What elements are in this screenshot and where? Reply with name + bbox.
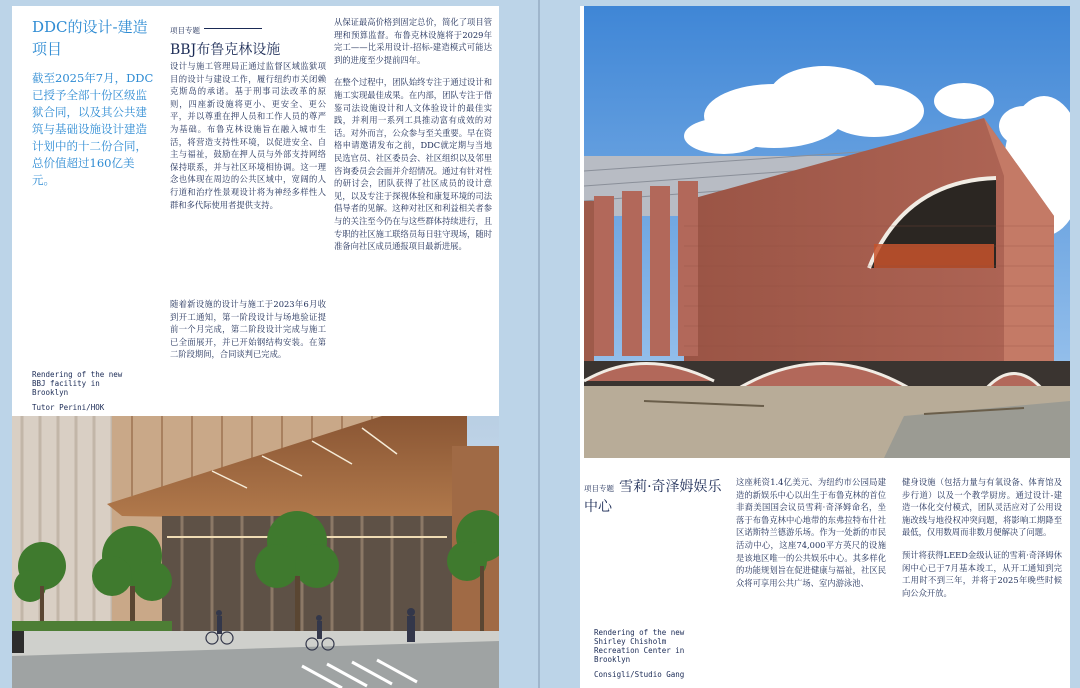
bbj-paragraph: 在整个过程中，团队始终专注于通过设计和施工实现最佳成果。在内部，团队专注于借鉴司法设施设计和人文体验设计的最佳实践，并利用一系列工具推动富有成效的对话。对外而言，公众参与至关重要。早在资格申请邀请发布之前，DDC就定期与当地民选官员、社区委员会、社区组织以及邻里咨询委员会会面并介绍情况。通过有针对性的研讨会，团队获得了社区成员的设计意见，以及专注于探视体验和康复环境的司法倡导者的见解。这种对社区和利益相关者参与的关注至今仍在与这些群体持续进行，且专职的社区施工联络员每日驻守现场，随时准备向社区成员通报项目最新进展。 xyxy=(334,77,492,252)
intro-title: DDC的设计-建造项目 xyxy=(32,18,148,58)
recreation-column-2 xyxy=(902,476,1062,609)
right-page xyxy=(580,6,1070,688)
bbj-column-1 xyxy=(170,60,326,221)
bbj-column-2 xyxy=(334,16,492,263)
photo-caption xyxy=(594,628,704,679)
section-header xyxy=(584,476,732,516)
section-header xyxy=(170,18,320,59)
recreation-center-photo xyxy=(584,6,1070,458)
photo-credit: Consigli/Studio Gang xyxy=(594,670,685,679)
tag-rule xyxy=(204,28,262,29)
bbj-paragraph: 设计与施工管理局正通过监督区域监狱项目的设计与建设工作，履行纽约市关闭赖克斯岛的承诺。基于刑事司法改革的原则，四座新设施将更小、更安全、更公平，并以尊重在押人员和工作人员的尊严为基础。布鲁克林设施旨在融入城市生活，将营造支持性环境，以促进安全、自主与福祉，鼓励在押人员与外部支持网络保持联系，并与社区环境相协调。这一理念也体现在周边的公共区域中，宽阔的人行道和治疗性景观设计将为神经多样性人群和多代际使用者提供支持。 xyxy=(170,61,326,210)
bbj-paragraph: 随着新设施的设计与施工于2023年6月收到开工通知，第一阶段设计与场地验证提前一个月完成，第二阶段设计完成与施工已全面展开，并已开始钢结构安装。在第二阶段期间，合同谈判已完成。 xyxy=(170,299,326,360)
recreation-paragraph: 健身设施（包括力量与有氧设备、体育馆及步行道）以及一个教学厨房。通过设计-建造一体化交付模式，团队灵活应对了公用设施改线与地役权冲突问题，将影响工期降至最低，仅用数周而非数月便解决了问题。 xyxy=(902,477,1062,538)
caption-text: Rendering of the new BBJ facility in Brooklyn xyxy=(32,370,123,397)
photo-credit: Tutor Perini/HOK xyxy=(32,403,105,412)
photo-caption xyxy=(32,370,132,412)
recreation-paragraph: 这座耗资1.4亿美元、为纽约市公园局建造的新娱乐中心以出生于布鲁克林的首位非裔美国国会议员雪莉·奇泽姆命名，坐落于布鲁克林中心地带的东弗拉特布什社区诺斯特兰德游乐场。作为一处新的市民活动中心，这座74,000平方英尺的设施是该地区唯一的公共娱乐中心。其多样化的功能规划旨在促进健康与福祉，社区民众将可享用公共广场、室内游泳池、 xyxy=(736,477,886,588)
section-tag: 项目专题 xyxy=(170,26,200,35)
section-tag: 项目专题 xyxy=(584,484,614,493)
left-page xyxy=(12,6,499,688)
bbj-paragraph: 从保证最高价格到固定总价，简化了项目管理和预算监督。布鲁克林设施将于2029年完工——比采用设计-招标-建造模式可能达到的进度至少提前四年。 xyxy=(334,17,492,65)
section-title: 雪莉·奇泽姆娱乐中心 xyxy=(584,479,722,515)
recreation-column-1 xyxy=(736,476,886,599)
bbj-column-1-lower xyxy=(170,298,326,371)
caption-text: Rendering of the new Shirley Chisholm Recreation Center in Brooklyn xyxy=(594,628,685,664)
bbj-rendering-image xyxy=(12,416,499,688)
intro-body: 截至2025年7月，DDC已授予全部十份区级监狱合同，以及其公共建筑与基础设施设计建造计划中的十二份合同，总价值超过160亿美元。 xyxy=(32,71,154,187)
recreation-paragraph: 预计将获得LEED金级认证的雪莉·奇泽姆休闲中心已于7月基本竣工，从开工通知到完工用时不到三年，并将于2025年晚些时候向公众开放。 xyxy=(902,549,1062,598)
section-title: BBJ布鲁克林设施 xyxy=(170,42,281,58)
spread-divider xyxy=(538,0,540,688)
